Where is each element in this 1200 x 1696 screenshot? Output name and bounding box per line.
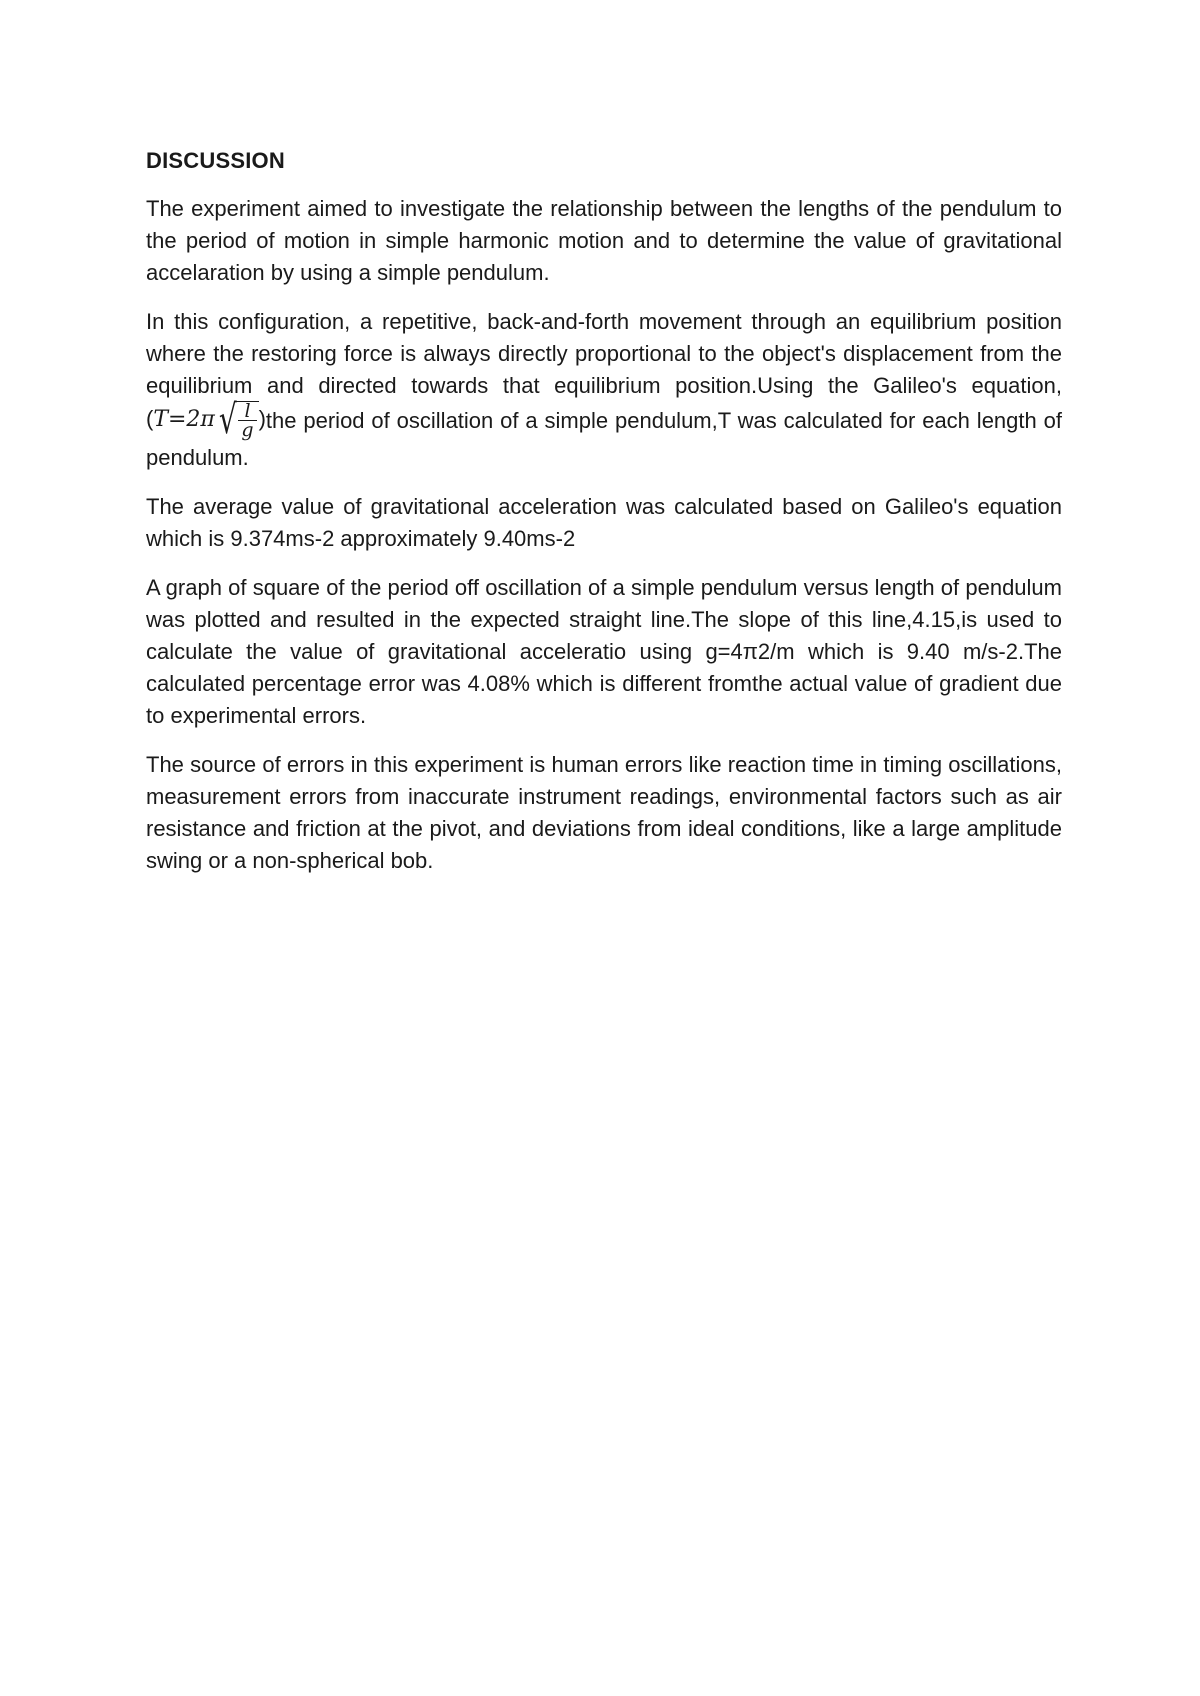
paragraph-errors: The source of errors in this experiment is human errors like reaction time in timing oscillations, measurement errors from inaccurate instrument readings, environmental factors such as air resistance and friction at the pivot, and deviations from ideal conditions, like a large amplitude swing or a non-spherical bob. bbox=[146, 752, 1062, 873]
formula-open-paren: ( bbox=[146, 406, 154, 431]
formula-fraction bbox=[236, 401, 258, 439]
paragraph-configuration-text-2: the period of oscillation of a simple pendulum,T was calculated for each length of pendulum. bbox=[146, 407, 1062, 470]
formula-numerator: l bbox=[238, 402, 256, 421]
formula-lhs: T=2π bbox=[153, 407, 215, 432]
paragraph-graph: A graph of square of the period off oscillation of a simple pendulum versus length of pendulum was plotted and resulted in the expected straight line.The slope of this line,4.15,is used to calculate the value of gravitational acceleratio using g=4π2/m which is 9.40 m/s-2.The calculated percentage error was 4.08% which is different fromthe actual value of gradient due to experimental errors. bbox=[146, 575, 1062, 728]
paragraph-configuration bbox=[146, 306, 1062, 474]
section-heading: DISCUSSION bbox=[146, 148, 285, 173]
galileo-equation bbox=[146, 397, 266, 443]
formula-denominator: g bbox=[241, 419, 254, 441]
sqrt-symbol-icon: √ bbox=[218, 397, 237, 443]
formula-sqrt bbox=[215, 397, 259, 443]
formula-close-paren: ) bbox=[258, 406, 266, 431]
paragraph-aim: The experiment aimed to investigate the relationship between the lengths of the pendulum to the period of motion in simple harmonic motion and to determine the value of gravitational accelaration by using a simple pendulum. bbox=[146, 196, 1062, 285]
document-body bbox=[146, 145, 1062, 894]
paragraph-average-value: The average value of gravitational acceleration was calculated based on Galileo's equation which is 9.374ms-2 approximately 9.40ms-2 bbox=[146, 494, 1062, 551]
paragraph-configuration-text-1: In this configuration, a repetitive, back-and-forth movement through an equilibrium position where the restoring force is always directly proportional to the object's displacement from the equilibrium and directed towards that equilibrium position.Using the Galileo's equation, bbox=[146, 309, 1062, 398]
